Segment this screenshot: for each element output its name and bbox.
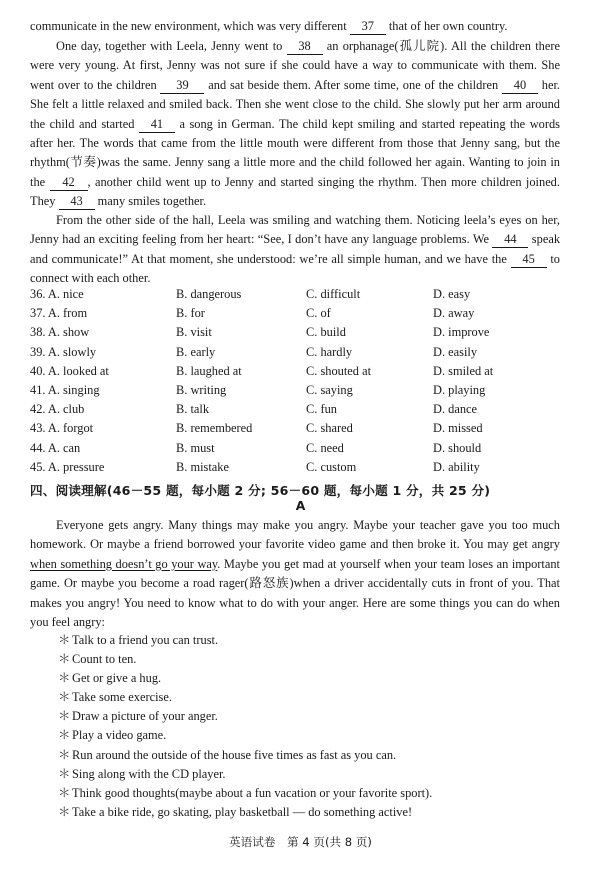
reading-paragraph (30, 516, 560, 632)
cloze-text: , another child went up to Jenny and started singing the rhythm. Then more children joined. They (30, 174, 560, 209)
asterisk-icon: ＊ (58, 766, 71, 781)
option-row (30, 304, 570, 323)
cloze-text: to connect with each other. (30, 251, 560, 286)
cloze-text: her. She felt a little relaxed and smiled back. Then she went close to the child. She slowly put her arm around the child and started (30, 77, 560, 131)
asterisk-icon: ＊ (58, 804, 71, 819)
option-row (30, 439, 570, 458)
list-item (58, 669, 578, 688)
list-item (58, 707, 578, 726)
blank-39: 39 (160, 78, 204, 94)
list-item-text: Run around the outside of the house five times as fast as you can. (72, 747, 397, 762)
option-b: B. talk (176, 402, 210, 417)
asterisk-icon: ＊ (58, 671, 71, 686)
list-item-text: Take some exercise. (72, 690, 172, 705)
asterisk-icon: ＊ (58, 690, 71, 705)
option-b: B. dangerous (176, 287, 242, 301)
asterisk-icon: ＊ (58, 709, 71, 724)
cloze-text: an orphanage(孤儿院). All the children there were very young. At first, Jenny was not sure if she could have a way to communicate with them. She went over to the children (30, 39, 560, 92)
option-c: C. of (306, 306, 331, 321)
option-d: D. smiled at (433, 363, 494, 378)
option-d: D. dance (433, 402, 478, 417)
section-heading: 四、阅读理解(46－55 题，每小题 2 分; 56－60 题，每小题 1 分，共 25 分) (30, 483, 491, 498)
blank-40: 40 (502, 78, 538, 94)
option-d: D. away (433, 306, 475, 321)
option-a: 36. A. nice (30, 287, 84, 301)
option-c: C. need (306, 440, 344, 455)
option-d: D. easy (433, 287, 471, 301)
option-a: 45. A. pressure (30, 459, 105, 474)
passage-letter: A (295, 498, 306, 513)
list-item (58, 631, 578, 650)
blank-37: 37 (350, 19, 386, 35)
asterisk-icon: ＊ (58, 785, 71, 800)
option-a: 40. A. looked at (30, 363, 109, 378)
option-row (30, 362, 570, 381)
asterisk-icon: ＊ (58, 728, 71, 743)
option-d: D. missed (433, 421, 483, 436)
option-c: C. custom (306, 459, 357, 474)
cloze-paragraph-2 (30, 211, 560, 289)
list-item (58, 650, 578, 669)
option-row (30, 400, 570, 419)
list-item-text: Count to ten. (72, 652, 137, 667)
option-c: C. fun (306, 402, 337, 417)
option-b: B. mistake (176, 459, 229, 474)
option-a: 39. A. slowly (30, 344, 97, 359)
list-item-text: Sing along with the CD player. (72, 766, 226, 781)
option-c: C. difficult (306, 287, 361, 301)
blank-44: 44 (492, 232, 528, 248)
cloze-text: From the other side of the hall, Leela was smiling and watching them. Noticing leela’s eyes on her, Jenny had an exciting feeling from her heart: “See, I don’t have any language problems. We (30, 213, 560, 247)
list-item (58, 688, 578, 707)
reading-text: . Maybe you get mad at yourself when your team loses an important game. Or maybe you become a road rager(路怒族)when a driver accidentally cuts in front of you. That makes you angry! You need to know what to do with your anger. Here are some things you can do when you feel angry: (30, 556, 560, 630)
asterisk-icon: ＊ (58, 747, 71, 762)
answer-options (30, 285, 570, 477)
list-item-text: Get or give a hug. (72, 671, 162, 686)
page-footer: 英语试卷 第 4 页(共 8 页) (229, 835, 372, 849)
option-d: D. should (433, 440, 482, 455)
list-item (58, 726, 578, 745)
option-c: C. saying (306, 382, 353, 397)
blank-43: 43 (59, 194, 95, 210)
cloze-text: and sat beside them. After some time, one of the children (204, 77, 502, 92)
option-a: 41. A. singing (30, 382, 100, 397)
list-item (58, 784, 578, 803)
option-b: B. laughed at (176, 363, 242, 378)
option-a: 42. A. club (30, 402, 85, 417)
option-d: D. playing (433, 382, 486, 397)
option-c: C. shared (306, 421, 353, 436)
list-item-text: Take a bike ride, go skating, play basketball — do something active! (72, 804, 413, 819)
option-row (30, 419, 570, 438)
cloze-text: One day, together with Leela, Jenny went to (56, 39, 287, 53)
option-a: 43. A. forgot (30, 421, 94, 436)
blank-38: 38 (287, 39, 323, 55)
option-row (30, 285, 570, 304)
list-item (58, 765, 578, 784)
blank-45: 45 (511, 252, 547, 268)
cloze-paragraph-0 (30, 17, 560, 36)
option-d: D. improve (433, 325, 490, 340)
blank-41: 41 (139, 117, 175, 133)
cloze-text: speak and communicate!” At that moment, she understood: we’re all simple human, and we have the (30, 232, 561, 266)
cloze-paragraph-1 (30, 37, 560, 212)
option-row (30, 458, 570, 477)
asterisk-icon: ＊ (58, 652, 71, 667)
option-row (30, 381, 570, 400)
option-b: B. must (176, 440, 215, 455)
reading-text: Everyone gets angry. Many things may make you angry. Maybe your teacher gave you too much homework. Or maybe a friend borrowed your favorite video game and then broke it. You may get angry (30, 518, 560, 552)
option-b: B. visit (176, 325, 212, 340)
option-c: C. shouted at (306, 363, 372, 378)
anger-tips-list (58, 631, 578, 822)
option-a: 38. A. show (30, 325, 90, 340)
option-c: C. hardly (306, 344, 353, 359)
option-b: B. for (176, 306, 205, 321)
option-b: B. writing (176, 382, 227, 397)
underlined-phrase: when something doesn’t go your way (30, 556, 218, 571)
option-d: D. easily (433, 344, 478, 359)
option-a: 44. A. can (30, 440, 81, 455)
option-a: 37. A. from (30, 306, 88, 321)
list-item-text: Talk to a friend you can trust. (72, 633, 219, 647)
cloze-text: a song in German. The child kept smiling and started repeating the words after her. The words that came from the little mouth were different from those that Jenny sang, but the rhythm(节奏)was the same. Jenny sang a little more and the child followed her again. Wanting to join in the (30, 116, 560, 189)
option-d: D. ability (433, 459, 480, 474)
cloze-text: communicate in the new environment, which was very different (30, 19, 350, 33)
cloze-text: that of her own country. (385, 19, 508, 33)
list-item (58, 803, 578, 822)
list-item (58, 746, 578, 765)
list-item-text: Play a video game. (72, 728, 167, 743)
list-item-text: Think good thoughts(maybe about a fun vacation or your favorite sport). (72, 785, 433, 800)
cloze-text: many smiles together. (94, 194, 207, 209)
list-item-text: Draw a picture of your anger. (72, 709, 218, 724)
asterisk-icon: ＊ (58, 633, 71, 647)
option-row (30, 343, 570, 362)
option-b: B. early (176, 344, 216, 359)
option-row (30, 323, 570, 342)
option-c: C. build (306, 325, 346, 340)
option-b: B. remembered (176, 421, 253, 436)
blank-42: 42 (50, 175, 88, 191)
